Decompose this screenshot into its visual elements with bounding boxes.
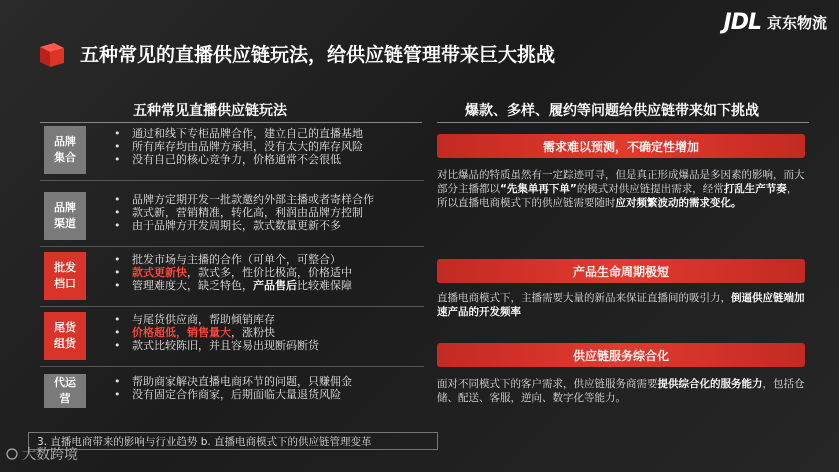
watermark xyxy=(6,444,78,464)
challenge-title: 需求难以预测，不确定性增加 xyxy=(437,134,805,158)
bullet-item: • 款式比较陈旧，并且容易出现断码断货 xyxy=(114,339,319,352)
mode-badge: 批发档口 xyxy=(44,252,86,300)
mode-bullets xyxy=(114,313,319,352)
breadcrumb: 3. 直播电商带来的影响与行业趋势 b. 直播电商模式下的供应链管理变革 xyxy=(28,432,438,450)
bullet-item: • 通过和线下专柜品牌合作，建立自己的直播基地 xyxy=(114,127,363,140)
mode-bullets xyxy=(114,193,374,232)
row-divider xyxy=(40,306,424,307)
mode-badge: 品牌集合 xyxy=(44,126,86,174)
challenge-description: 对比爆品的特质虽然有一定踪迹可寻，但是真正形成爆品是多因素的影响，而大部分主播都以“先集单再下单”的模式对供应链提出需求，经常打乱生产节奏，所以直播电商模式下的供应链需要随时应对频繁波动的需求变化。 xyxy=(437,169,805,209)
jdl-logo xyxy=(724,10,827,35)
mode-bullets xyxy=(114,375,352,401)
challenge-description: 面对不同模式下的客户需求，供应链服务商需要提供综合化的服务能力，包括仓储、配送、客服，逆向、数字化等能力。 xyxy=(437,378,805,404)
watermark-icon xyxy=(6,448,18,460)
right-heading-divider xyxy=(437,122,809,123)
challenge-description: 直播电商模式下，主播需要大量的新品来保证直播间的吸引力，倒逼供应链端加速产品的开发频率 xyxy=(437,292,805,318)
mode-badge: 品牌渠道 xyxy=(44,192,86,240)
bullet-item: • 与尾货供应商，帮助倾销库存 xyxy=(114,313,319,326)
bullet-item: • 由于品牌方开发周期长，款式数量更新不多 xyxy=(114,219,374,232)
bullet-item: • 没有固定合作商家，后期面临大量退货风险 xyxy=(114,388,352,401)
right-heading: 爆款、多样、履约等问题给供应链带来如下挑战 xyxy=(465,103,759,119)
left-heading: 五种常见直播供应链玩法 xyxy=(133,103,287,119)
jdl-logo-mark: JDL xyxy=(723,10,761,35)
mode-badge: 代运营 xyxy=(44,374,86,408)
bullet-item: • 价格超低，销售量大，涨粉快 xyxy=(114,326,319,339)
bullet-item: • 管理难度大，缺乏特色，产品售后比较难保障 xyxy=(114,279,352,292)
red-cube-icon xyxy=(36,39,66,69)
left-heading-divider xyxy=(40,122,422,123)
jdl-logo-text: 京东物流 xyxy=(766,14,827,32)
row-divider xyxy=(40,366,424,367)
watermark-text: 大数跨境 xyxy=(22,447,78,463)
bullet-item: • 品牌方定期开发一批款邀约外部主播或者寄样合作 xyxy=(114,193,374,206)
page-title: 五种常见的直播供应链玩法，给供应链管理带来巨大挑战 xyxy=(80,44,556,66)
mode-bullets xyxy=(114,127,363,166)
mode-bullets xyxy=(114,253,352,292)
bullet-item: • 没有自己的核心竞争力，价格通常不会很低 xyxy=(114,153,363,166)
bullet-item: • 帮助商家解决直播电商环节的问题，只赚佣金 xyxy=(114,375,352,388)
bullet-item: • 款式新，营销精准，转化高，利润由品牌方控制 xyxy=(114,206,374,219)
bullet-item: • 批发市场与主播的合作（可单个，可整合） xyxy=(114,253,352,266)
challenge-title: 产品生命周期极短 xyxy=(437,259,805,283)
challenge-title: 供应链服务综合化 xyxy=(437,343,805,367)
row-divider xyxy=(40,246,424,247)
bullet-item: • 款式更新快，款式多，性价比极高，价格适中 xyxy=(114,266,352,279)
mode-badge: 尾货组货 xyxy=(44,312,86,360)
row-divider xyxy=(40,180,424,181)
bullet-item: • 所有库存均由品牌方承担，没有太大的库存风险 xyxy=(114,140,363,153)
